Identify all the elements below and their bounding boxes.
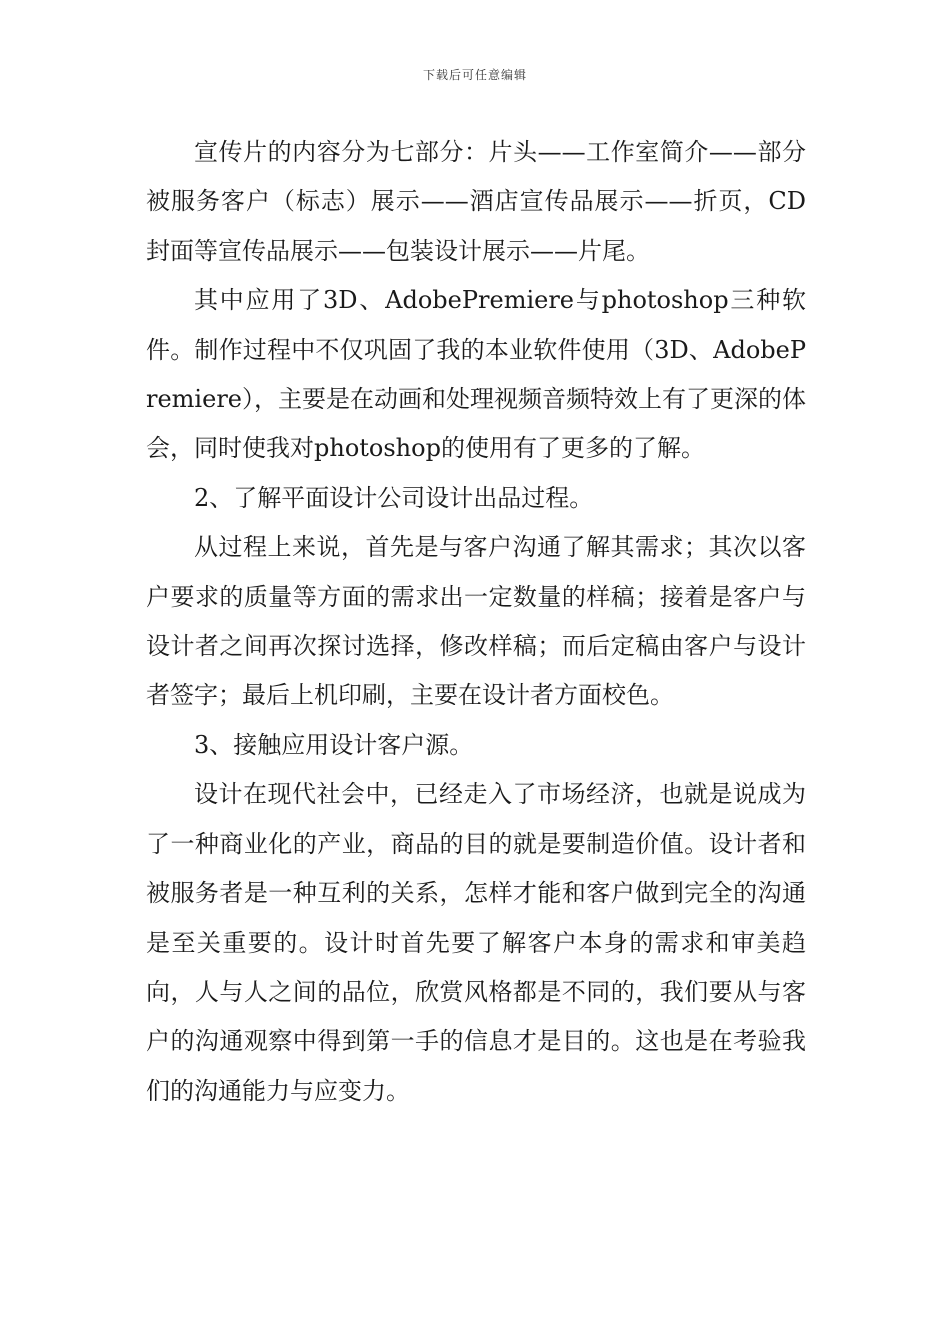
- page-header: 下载后可任意编辑: [422, 68, 527, 82]
- paragraph-software-used: 其中应用了3D、AdobePremiere与photoshop三种软件。制作过程中不仅巩固了我的本业软件使用（3D、AdobePremiere），主要是在动画和处理视频音频特效上有了更深的体会，同时使我对photoshop的使用有了更多的了解。: [146, 286, 806, 463]
- paragraph-design-process: 从过程上来说，首先是与客户沟通了解其需求；其次以客户要求的质量等方面的需求出一定数量的样稿；接着是客户与设计者之间再次探讨选择，修改样稿；而后定稿由客户与设计者签字；最后上机印刷，主要在设计者方面校色。: [146, 533, 806, 710]
- paragraph-heading-2: 2、了解平面设计公司设计出品过程。: [194, 483, 594, 512]
- paragraph-client-communication: 设计在现代社会中，已经走入了市场经济，也就是说成为了一种商业化的产业，商品的目的就是要制造价值。设计者和被服务者是一种互利的关系，怎样才能和客户做到完全的沟通是至关重要的。设计时首先要了解客户本身的需求和审美趋向，人与人之间的品位，欣赏风格都是不同的，我们要从与客户的沟通观察中得到第一手的信息才是目的。这也是在考验我们的沟通能力与应变力。: [146, 780, 806, 1105]
- paragraph-heading-3: 3、接触应用设计客户源。: [194, 730, 474, 759]
- paragraph-promo-content: 宣传片的内容分为七部分：片头——工作室简介——部分被服务客户（标志）展示——酒店宣传品展示——折页，CD封面等宣传品展示——包装设计展示——片尾。: [146, 138, 806, 265]
- document-body: [146, 128, 806, 1116]
